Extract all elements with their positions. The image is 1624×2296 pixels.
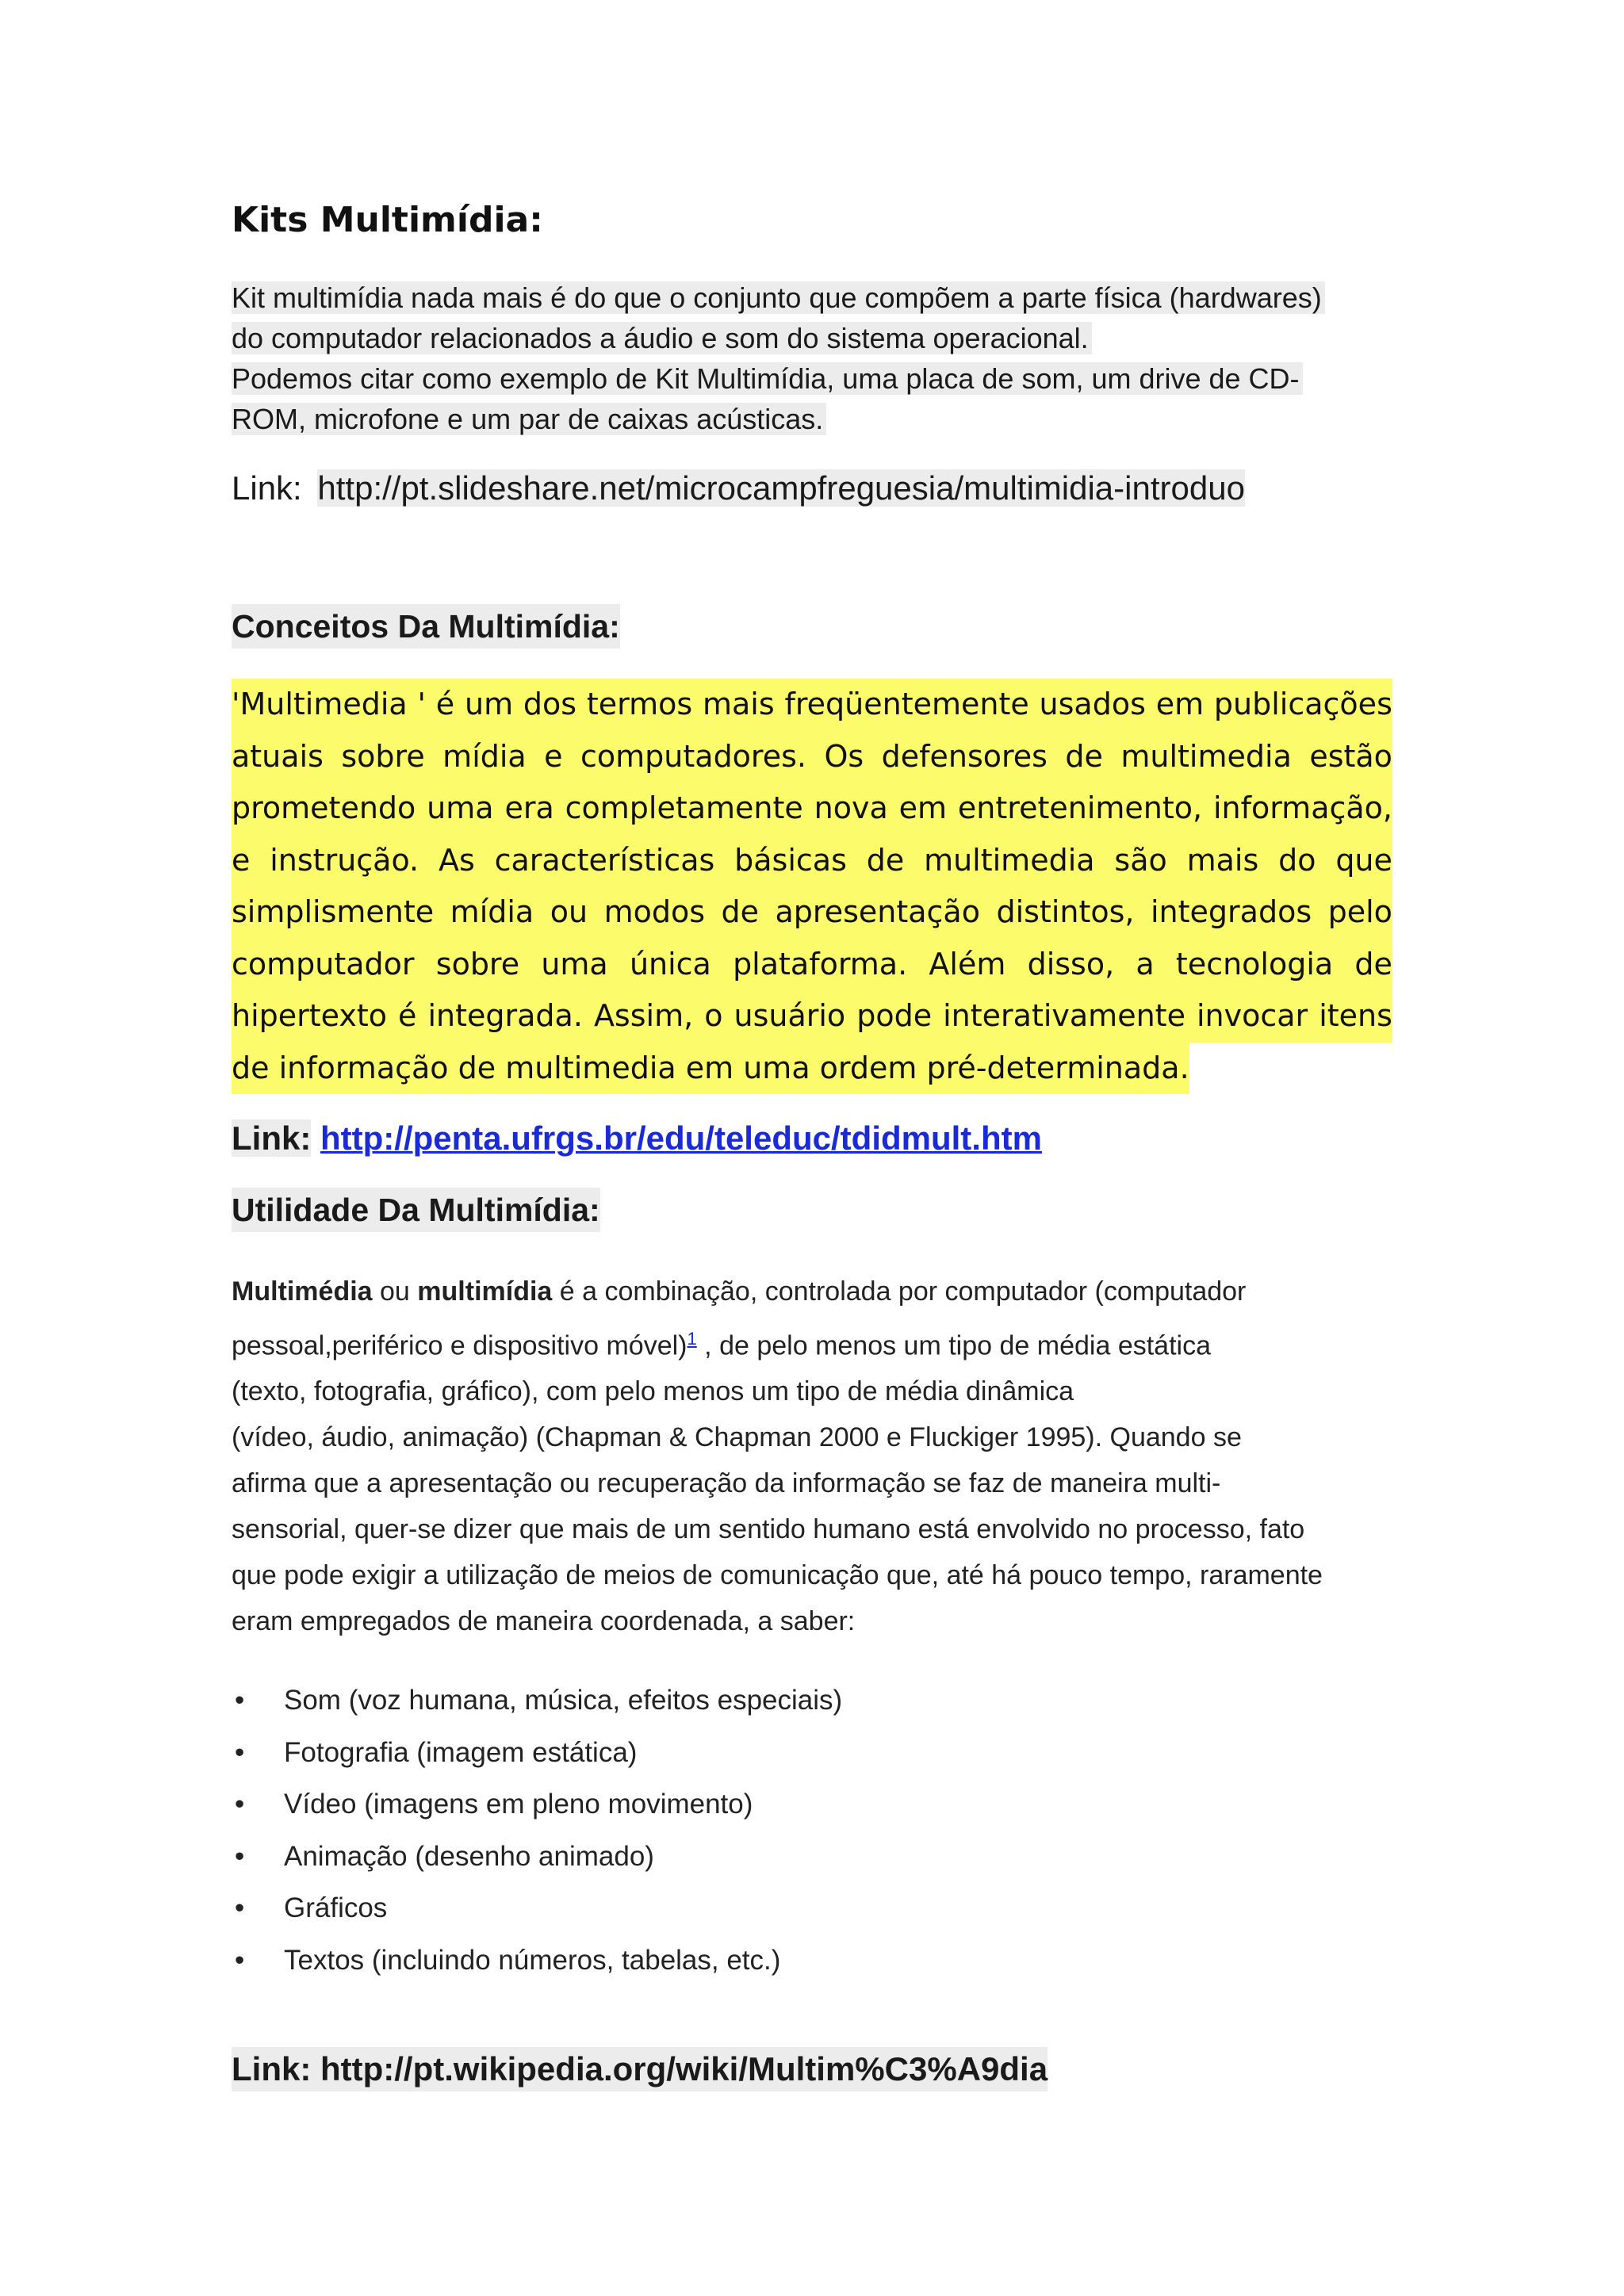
word: tecnologia <box>1175 946 1334 982</box>
word: publicações <box>1213 687 1392 721</box>
word: nova <box>814 790 888 825</box>
word: sobre <box>341 738 425 774</box>
word: o <box>704 998 723 1033</box>
intro-link-url: http://pt.slideshare.net/microcampfreguesia/multimidia-introduo <box>317 469 1245 507</box>
word: que <box>1335 842 1392 878</box>
word: modos <box>603 894 705 929</box>
word: de <box>721 894 759 929</box>
utilidade-line: Multimédia ou multimídia é a combinação, controlada por computador (computador <box>232 1276 1247 1307</box>
word: é <box>398 998 417 1033</box>
word: interativamente <box>943 998 1185 1033</box>
word: Os <box>824 738 864 774</box>
conceitos-last-line: de informação de multimedia em uma ordem pré-determinada. <box>232 1043 1392 1095</box>
word: era <box>504 790 554 825</box>
word: hipertexto <box>232 998 388 1033</box>
word: apresentação <box>775 894 980 929</box>
conceitos-line <box>232 990 1392 1043</box>
list-item: • Fotografia (imagem estática) <box>232 1727 842 1779</box>
wikipedia-link: Link: http://pt.wikipedia.org/wiki/Multim%C3%A9dia <box>232 2047 1048 2091</box>
word: do <box>1278 842 1316 878</box>
utilidade-heading: Utilidade Da Multimídia: <box>232 1188 600 1232</box>
intro-link-label: Link: <box>232 469 302 507</box>
media-types-list <box>232 1674 842 1986</box>
word: e <box>544 738 563 774</box>
word: disso, <box>1027 946 1115 982</box>
word: informação, <box>1212 790 1392 825</box>
conceitos-line <box>232 679 1392 731</box>
word: Assim, <box>593 998 694 1033</box>
word: pelo <box>1327 894 1392 929</box>
word: integrada. <box>427 998 583 1033</box>
word: de <box>1354 946 1392 982</box>
word: 'Multimedia <box>232 687 408 721</box>
word: computadores. <box>580 738 806 774</box>
word: características <box>494 842 715 878</box>
utilidade-line: que pode exigir a utilização de meios de comunicação que, até há pouco tempo, raramente <box>232 1560 1323 1591</box>
word: instrução. <box>270 842 419 878</box>
word: defensores <box>881 738 1048 774</box>
list-item: • Vídeo (imagens em pleno movimento) <box>232 1778 842 1831</box>
word: mídia <box>442 738 527 774</box>
conceitos-line <box>232 783 1392 835</box>
word: integrados <box>1151 894 1312 929</box>
intro-line: ROM, microfone e um par de caixas acústicas. <box>232 403 826 435</box>
word: multimedia <box>1120 738 1292 774</box>
intro-line: Podemos citar como exemplo de Kit Multimídia, uma placa de som, um drive de CD- <box>232 362 1303 395</box>
page-title: Kits Multimídia: <box>232 200 543 240</box>
word: única <box>629 946 711 982</box>
utilidade-line: sensorial, quer-se dizer que mais de um sentido humano está envolvido no processo, fato <box>232 1514 1305 1545</box>
word: Além <box>929 946 1006 982</box>
word: são <box>1114 842 1167 878</box>
word: As <box>438 842 475 878</box>
word: entretenimento, <box>957 790 1203 825</box>
term-multimedia: Multimédia <box>232 1276 373 1307</box>
word: multimedia <box>924 842 1095 878</box>
utilidade-line: eram empregados de maneira coordenada, a saber: <box>232 1606 856 1637</box>
word: uma <box>541 946 608 982</box>
list-item: • Som (voz humana, música, efeitos especiais) <box>232 1674 842 1727</box>
word: usuário <box>733 998 846 1033</box>
word: de <box>866 842 905 878</box>
conceitos-link[interactable]: http://penta.ufrgs.br/edu/teleduc/tdidmult.htm <box>320 1119 1042 1157</box>
utilidade-line: afirma que a apresentação ou recuperação da informação se faz de maneira multi- <box>232 1468 1221 1499</box>
word: computador <box>232 946 415 982</box>
word: um <box>464 687 514 721</box>
word: itens <box>1319 998 1392 1033</box>
list-item: • Animação (desenho animado) <box>232 1831 842 1883</box>
word: freqüentemente <box>784 687 1029 721</box>
intro-line: Kit multimídia nada mais é do que o conjunto que compõem a parte física (hardwares) <box>232 281 1325 314</box>
term-multimidia: multimídia <box>417 1276 553 1307</box>
word: e <box>232 842 251 878</box>
list-item: • Textos (incluindo números, tabelas, etc.) <box>232 1934 842 1987</box>
word: a <box>1136 946 1155 982</box>
word: em <box>1155 687 1205 721</box>
word: prometendo <box>232 790 416 825</box>
utilidade-line: (vídeo, áudio, animação) (Chapman & Chapman 2000 e Fluckiger 1995). Quando se <box>232 1422 1242 1453</box>
footnote-link[interactable]: 1 <box>687 1329 697 1349</box>
word: termos <box>586 687 693 721</box>
word: dos <box>523 687 577 721</box>
word: mídia <box>450 894 534 929</box>
word: de <box>1065 738 1103 774</box>
word: estão <box>1309 738 1392 774</box>
word: ou <box>550 894 588 929</box>
word: em <box>898 790 948 825</box>
conceitos-line <box>232 731 1392 783</box>
conceitos-link-label: Link: <box>232 1119 312 1157</box>
utilidade-paragraph <box>232 1269 1392 1644</box>
conceitos-line <box>232 939 1392 991</box>
word: mais <box>703 687 775 721</box>
conceitos-paragraph <box>232 679 1392 1094</box>
word: ' <box>417 687 426 721</box>
word: simplismente <box>232 894 435 929</box>
conceitos-link-row <box>232 1116 1042 1161</box>
word: pode <box>856 998 933 1033</box>
word: é <box>435 687 455 721</box>
word: uma <box>427 790 494 825</box>
intro-link-row <box>232 468 1245 509</box>
list-item: • Gráficos <box>232 1882 842 1934</box>
word: invocar <box>1196 998 1308 1033</box>
intro-line: do computador relacionados a áudio e som do sistema operacional. <box>232 322 1092 354</box>
word: completamente <box>565 790 803 825</box>
conceitos-line <box>232 835 1392 887</box>
conceitos-line <box>232 886 1392 939</box>
utilidade-line: pessoal,periférico e dispositivo móvel)$^1$ , de pelo menos um tipo de média estática <box>232 1329 1211 1361</box>
word: básicas <box>734 842 847 878</box>
word: distintos, <box>996 894 1135 929</box>
utilidade-line: (texto, fotografia, gráfico), com pelo menos um tipo de média dinâmica <box>232 1376 1074 1407</box>
word: sobre <box>435 946 520 982</box>
word: plataforma. <box>733 946 908 982</box>
word: usados <box>1039 687 1146 721</box>
intro-paragraph <box>232 277 1325 439</box>
conceitos-heading: Conceitos Da Multimídia: <box>232 604 620 649</box>
word: atuais <box>232 738 324 774</box>
word: mais <box>1186 842 1259 878</box>
